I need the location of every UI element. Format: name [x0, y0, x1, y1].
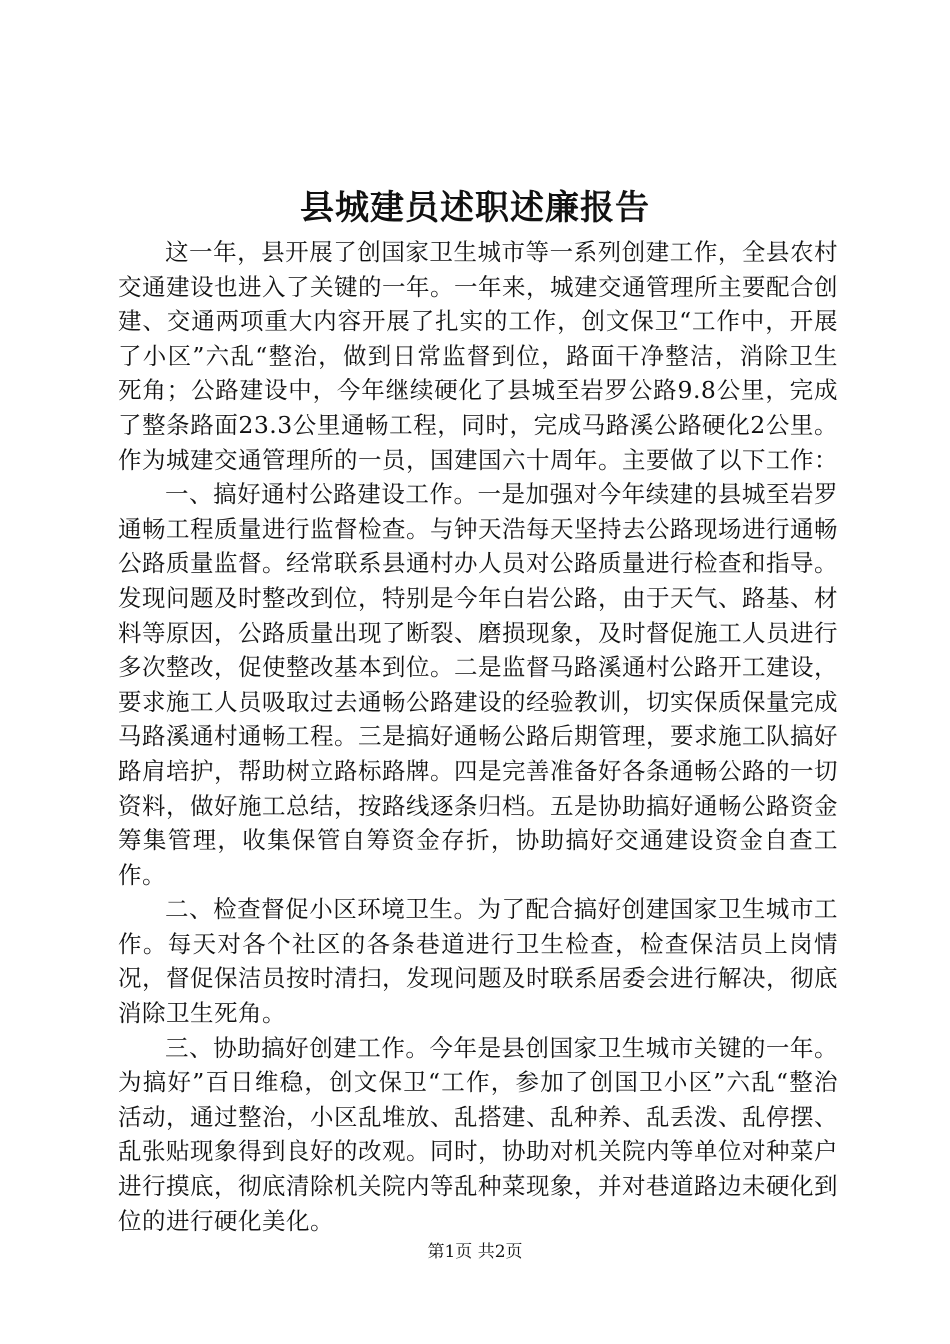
- document-body: [118, 235, 838, 1238]
- page-footer: [0, 1240, 950, 1264]
- page-number: 第1页: [427, 1242, 473, 1262]
- paragraph-section-2: 二、检查督促小区环境卫生。为了配合搞好创建国家卫生城市工作。每天对各个社区的各条巷道进行卫生检查，检查保洁员上岗情况，督促保洁员按时清扫，发现问题及时联系居委会进行解决，彻底消除卫生死角。: [118, 895, 838, 1028]
- paragraph-section-3: 三、协助搞好创建工作。今年是县创国家卫生城市关键的一年。为搞好”百日维稳，创文保卫“工作，参加了创国卫小区”六乱“整治活动，通过整治，小区乱堆放、乱搭建、乱种养、乱丢泼、乱停摆、乱张贴现象得到良好的改观。同时，协助对机关院内等单位对种菜户进行摸底，彻底清除机关院内等乱种菜现象，并对巷道路边未硬化到位的进行硬化美化。: [118, 1033, 838, 1235]
- document-title: 县城建员述职述廉报告: [300, 188, 650, 228]
- page-total: 共2页: [477, 1242, 523, 1262]
- paragraph-section-1: 一、搞好通村公路建设工作。一是加强对今年续建的县城至岩罗通畅工程质量进行监督检查。与钟天浩每天坚持去公路现场进行通畅公路质量监督。经常联系县通村办人员对公路质量进行检查和指导。发现问题及时整改到位，特别是今年白岩公路，由于天气、路基、材料等原因，公路质量出现了断裂、磨损现象，及时督促施工人员进行多次整改，促使整改基本到位。二是监督马路溪通村公路开工建设，要求施工人员吸取过去通畅公路建设的经验教训，切实保质保量完成马路溪通村通畅工程。三是搞好通畅公路后期管理，要求施工队搞好路肩培护，帮助树立路标路牌。四是完善准备好各条通畅公路的一切资料，做好施工总结，按路线逐条归档。五是协助搞好通畅公路资金筹集管理，收集保管自筹资金存折，协助搞好交通建设资金自查工作。: [118, 480, 838, 889]
- paragraph-intro: 这一年，县开展了创国家卫生城市等一系列创建工作，全县农村交通建设也进入了关键的一年。一年来，城建交通管理所主要配合创建、交通两项重大内容开展了扎实的工作，创文保卫“工作中，开展了小区”六乱“整治，做到日常监督到位，路面干净整洁，消除卫生死角；公路建设中，今年继续硬化了县城至岩罗公路9.8公里，完成了整条路面23.3公里通畅工程，同时，完成马路溪公路硬化2公里。作为城建交通管理所的一员，国建国六十周年。主要做了以下工作：: [118, 238, 838, 474]
